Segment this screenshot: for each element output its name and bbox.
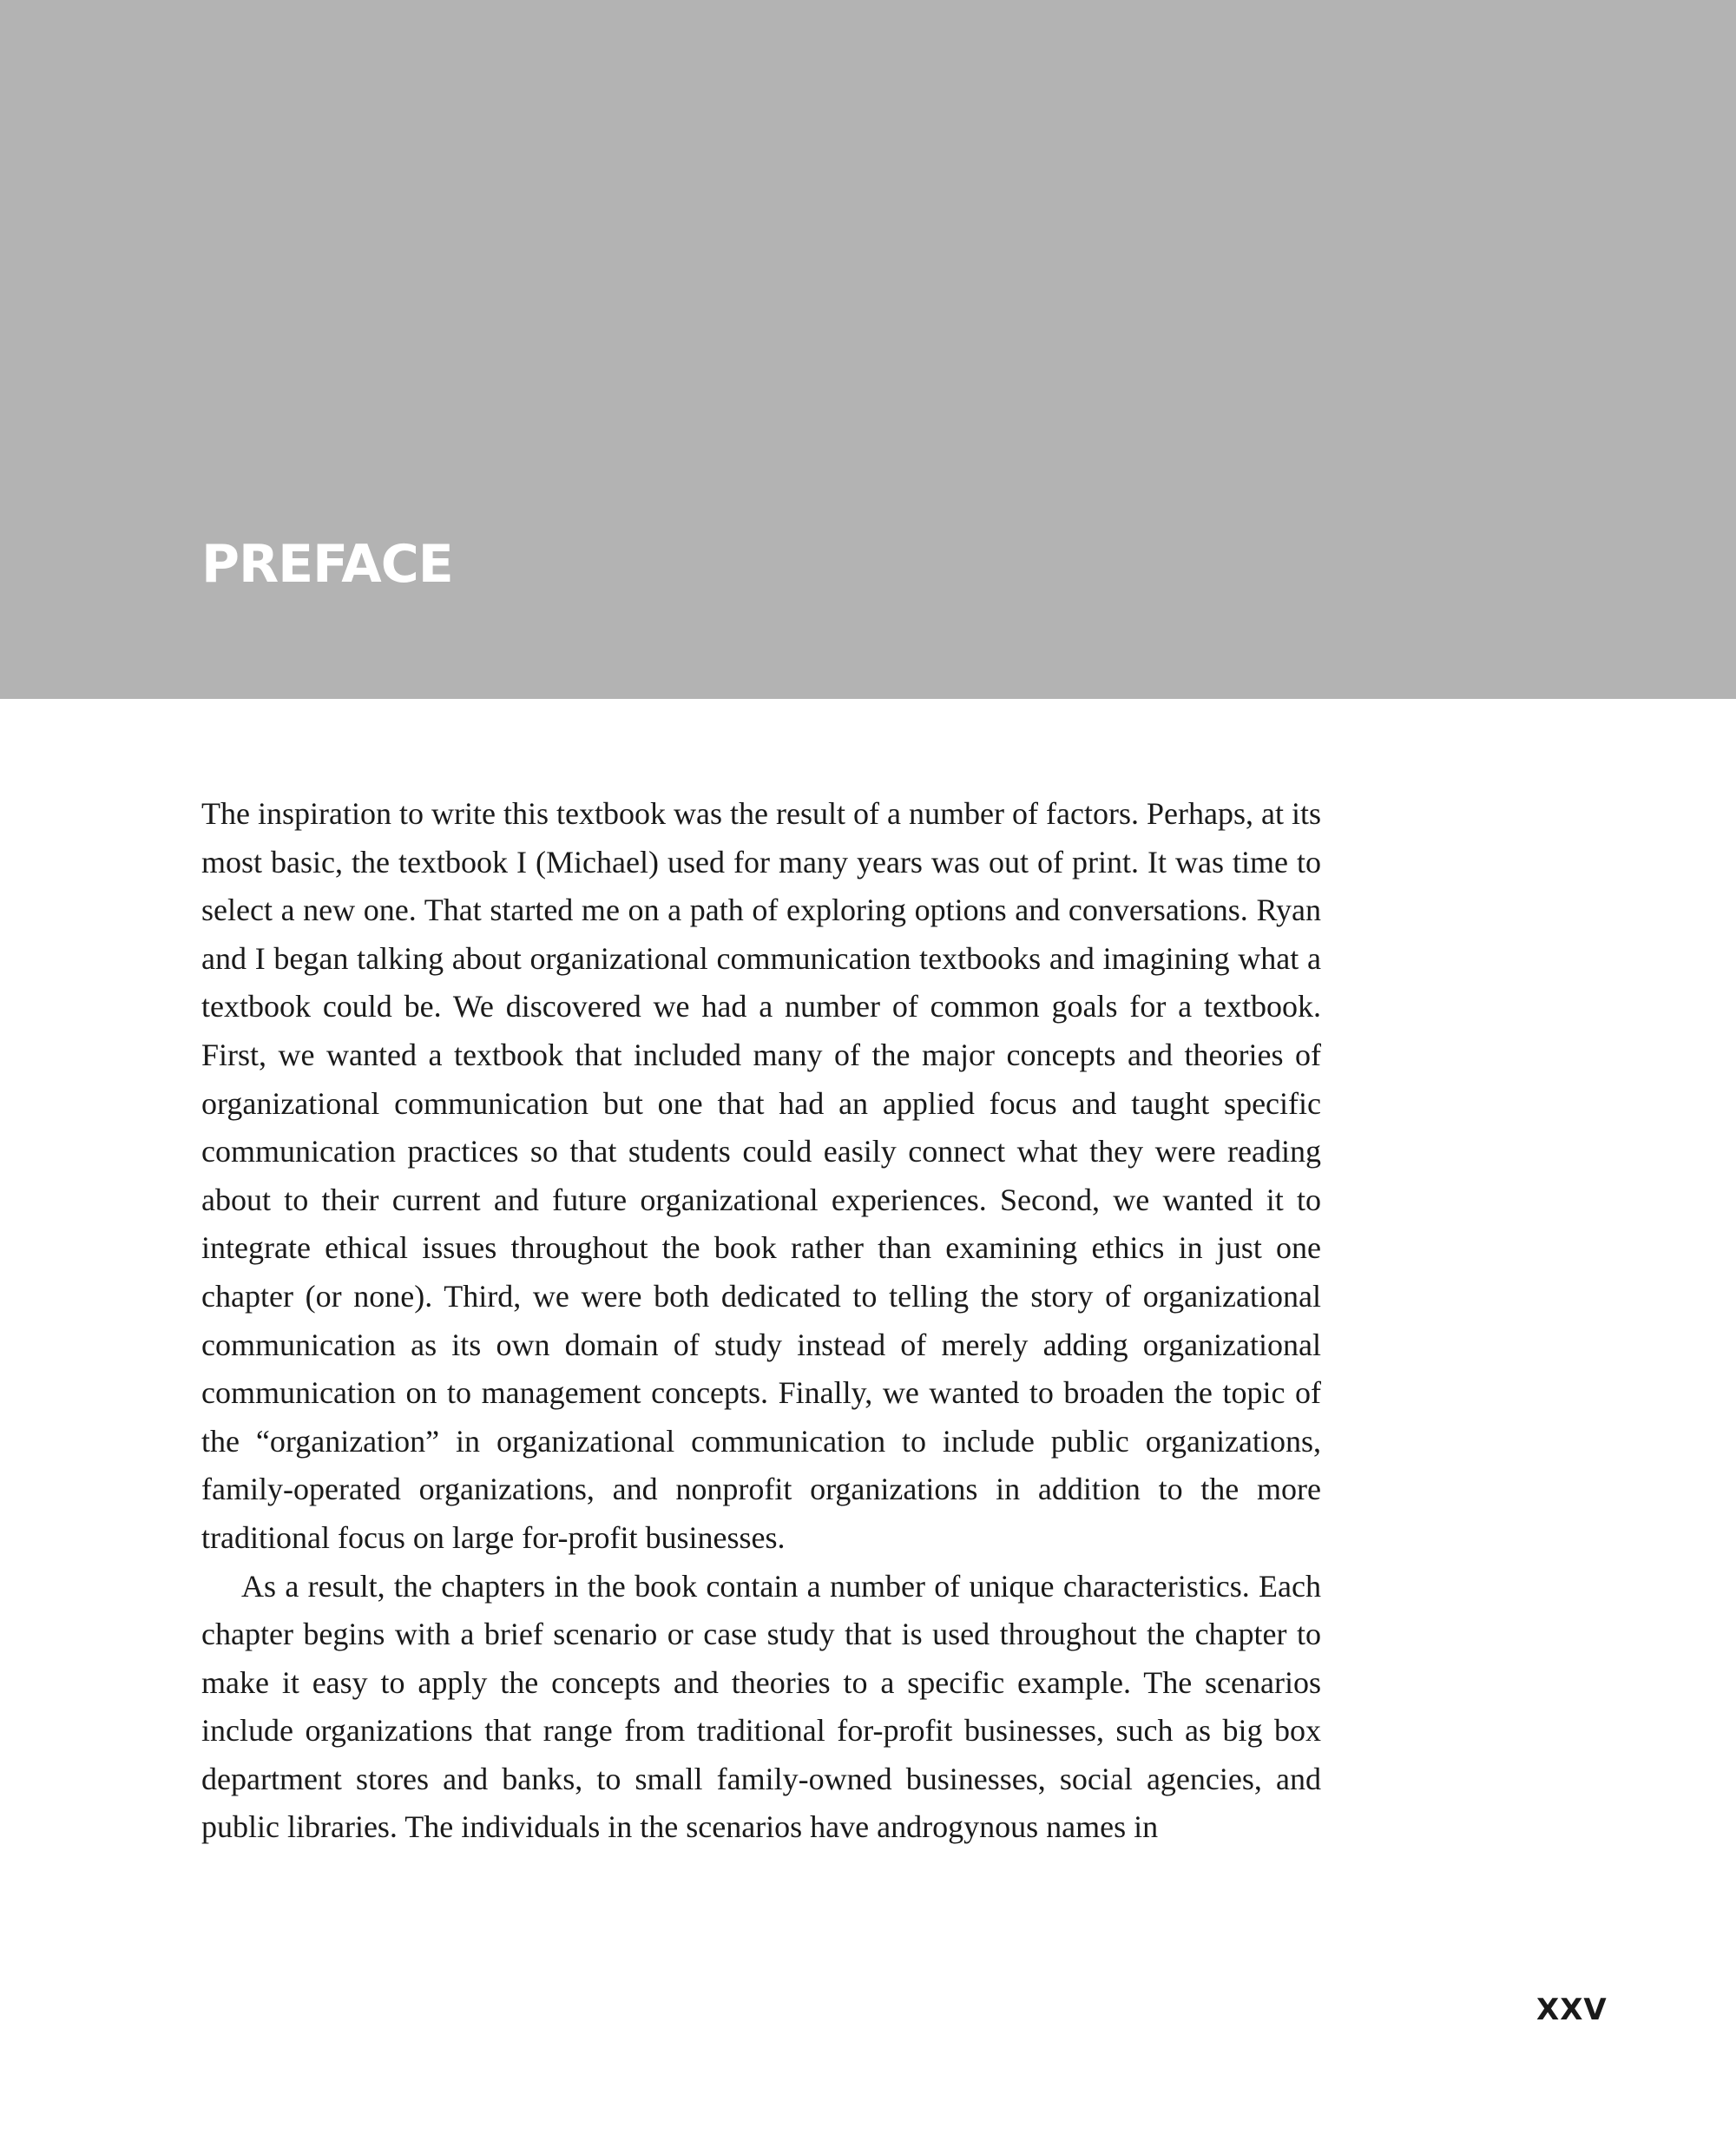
- paragraph: The inspiration to write this textbook was the result of a number of factors. Perhaps, at its most basic, the textbook I (Michael) used for many years was out of print. It was time to select a new one. That started me on a path of exploring options and conversations. Ryan and I began talking about organizational communication textbooks and imagining what a textbook could be. We discovered we had a number of common goals for a textbook. First, we wanted a textbook that included many of the major concepts and theories of organizational communication but one that had an applied focus and taught specific communication practices so that students could easily connect what they were reading about to their current and future organizational experiences. Second, we wanted it to integrate ethical issues throughout the book rather than examining ethics in just one chapter (or none). Third, we were both dedicated to telling the story of organizational communication as its own domain of study instead of merely adding organizational communication on to management concepts. Finally, we wanted to broaden the topic of the “organization” in organizational communication to include public organizations, family-operated organizations, and nonprofit organizations in addition to the more traditional focus on large for-profit businesses.: [201, 796, 1321, 1555]
- chapter-title: PREFACE: [201, 534, 453, 595]
- header-band: [0, 0, 1736, 699]
- body-text: [201, 790, 1321, 1852]
- page-number: XXV: [1536, 1993, 1608, 2027]
- paragraph: As a result, the chapters in the book contain a number of unique characteristics. Each chapter begins with a brief scenario or case study that is used throughout the chapter to make it easy to apply the concepts and theories to a specific example. The scenarios include organizations that range from traditional for-profit businesses, such as big box department stores and banks, to small family-owned businesses, social agencies, and public libraries. The individuals in the scenarios have androgynous names in: [201, 1568, 1321, 1845]
